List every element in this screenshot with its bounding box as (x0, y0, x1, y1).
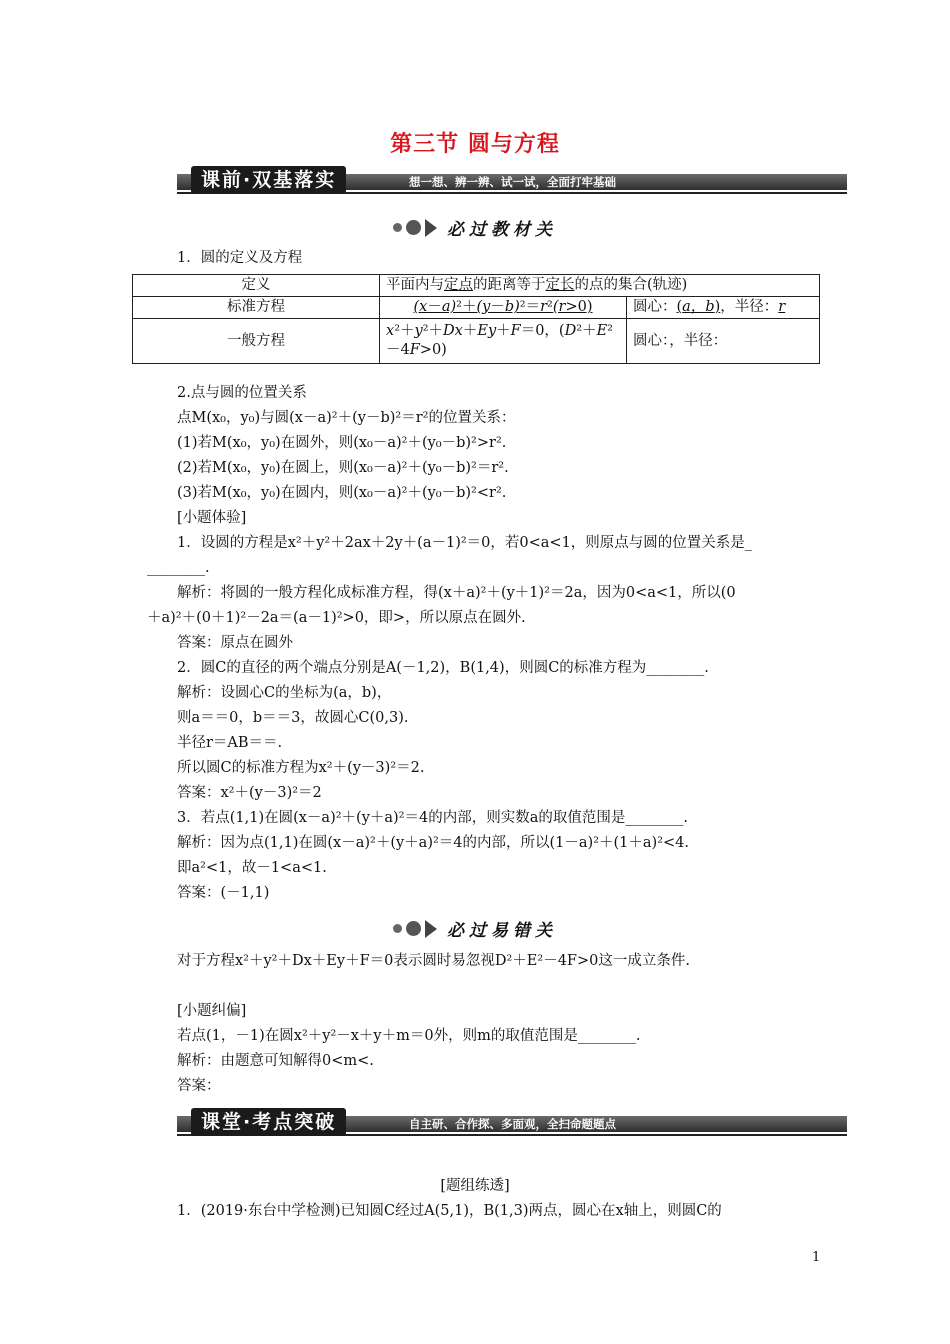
arrow-icon (425, 219, 437, 237)
text-line: 对于方程x²＋y²＋Dx＋Ey＋F＝0表示圆时易忽视D²＋E²－4F>0这一成立条件. (177, 953, 690, 969)
text-line: 所以圆C的标准方程为x²＋(y－3)²＝2. (177, 760, 425, 776)
text-line: (3)若M(x₀，y₀)在圆内，则(x₀－a)²＋(y₀－b)²<r². (177, 485, 507, 501)
table-cell: 圆心：，半径： (627, 319, 820, 364)
tag-label: 必过易错关 (447, 921, 557, 941)
text-line: 则a＝＝0，b＝＝3，故圆心C(0,3). (177, 710, 409, 726)
table-cell: (x－a)²＋(y－b)²＝r²(r>0) (380, 297, 627, 319)
table-row (133, 319, 820, 364)
text-line: 1．设圆的方程是x²＋y²＋2ax＋2y＋(a－1)²＝0，若0<a<1，则原点与圆的位置关系是_ (177, 535, 753, 551)
section-banner-pre-class (177, 170, 847, 194)
section-heading: 2.点与圆的位置关系 (177, 385, 307, 401)
text-line: 3．若点(1,1)在圆(x－a)²＋(y＋a)²＝4的内部，则实数a的取值范围是________. (177, 810, 688, 826)
dot-icon (393, 223, 402, 232)
table-row (133, 275, 820, 297)
text-line: 解析：因为点(1,1)在圆(x－a)²＋(y＋a)²＝4的内部，所以(1－a)²＋(1＋a)²<4. (177, 835, 689, 851)
dot-icon (406, 220, 421, 235)
banner-main-title: 课前·双基落实 (191, 166, 346, 194)
text-line: 点M(x₀，y₀)与圆(x－a)²＋(y－b)²＝r²的位置关系： (177, 410, 516, 426)
text-line: 答案：(－1,1) (177, 885, 270, 901)
dot-icon (406, 921, 421, 936)
banner-main-title: 课堂·考点突破 (191, 1108, 346, 1136)
dot-icon (393, 924, 402, 933)
text-line: 2．圆C的直径的两个端点分别是A(－1,2)，B(1,4)，则圆C的标准方程为________. (177, 660, 709, 676)
text-line: [小题体验] (177, 510, 247, 526)
page-number: 1 (812, 1250, 821, 1265)
table-cell: 一般方程 (133, 319, 380, 364)
table-cell: 标准方程 (133, 297, 380, 319)
section-heading: 1．圆的定义及方程 (177, 250, 303, 266)
tag-error-prone (0, 916, 950, 940)
table-cell: 平面内与定点的距离等于定长的点的集合(轨迹) (380, 275, 820, 297)
arrow-icon (425, 920, 437, 938)
text-line: ________. (147, 560, 210, 576)
text-line: (1)若M(x₀，y₀)在圆外，则(x₀－a)²＋(y₀－b)²>r². (177, 435, 507, 451)
group-heading: [题组练透] (440, 1178, 510, 1194)
text-line: (2)若M(x₀，y₀)在圆上，则(x₀－a)²＋(y₀－b)²＝r². (177, 460, 509, 476)
tag-textbook (0, 215, 950, 239)
text-line: 解析：将圆的一般方程化成标准方程，得(x＋a)²＋(y＋1)²＝2a，因为0<a<1，所以(0 (177, 585, 736, 601)
table-cell: x²＋y²＋Dx＋Ey＋F＝0，(D²＋E² －4F>0) (380, 319, 627, 364)
text-line: ＋a)²＋(0＋1)²－2a＝(a－1)²>0，即>，所以原点在圆外. (147, 610, 526, 626)
banner-subtitle: 自主研、合作探、多面观，全扫命题题点 (409, 1117, 616, 1131)
text-line: [小题纠偏] (177, 1003, 247, 1019)
text-line: 半径r＝AB＝＝. (177, 735, 283, 751)
table-cell: 定义 (133, 275, 380, 297)
banner-subtitle: 想一想、辨一辨、试一试，全面打牢基础 (409, 175, 616, 189)
page-title: 第三节 圆与方程 (390, 131, 560, 157)
text-line: 解析：设圆心C的坐标为(a，b)， (177, 685, 392, 701)
tag-label: 必过教材关 (447, 220, 557, 240)
text-line: 答案： (177, 1078, 221, 1094)
text-line: 答案：x²＋(y－3)²＝2 (177, 785, 322, 801)
text-line: 即a²<1，故－1<a<1. (177, 860, 327, 876)
text-line: 若点(1，－1)在圆x²＋y²－x＋y＋m＝0外，则m的取值范围是________. (177, 1028, 641, 1044)
table-cell: 圆心：(a，b)，半径：r (627, 297, 820, 319)
table-row (133, 297, 820, 319)
section-banner-in-class (177, 1112, 847, 1136)
text-line: 解析：由题意可知解得0<m<. (177, 1053, 374, 1069)
text-line: 1．(2019·东台中学检测)已知圆C经过A(5,1)，B(1,3)两点，圆心在x轴上，则圆C的 (177, 1203, 722, 1219)
text-line: 答案：原点在圆外 (177, 635, 293, 651)
circle-definition-table (132, 274, 820, 364)
